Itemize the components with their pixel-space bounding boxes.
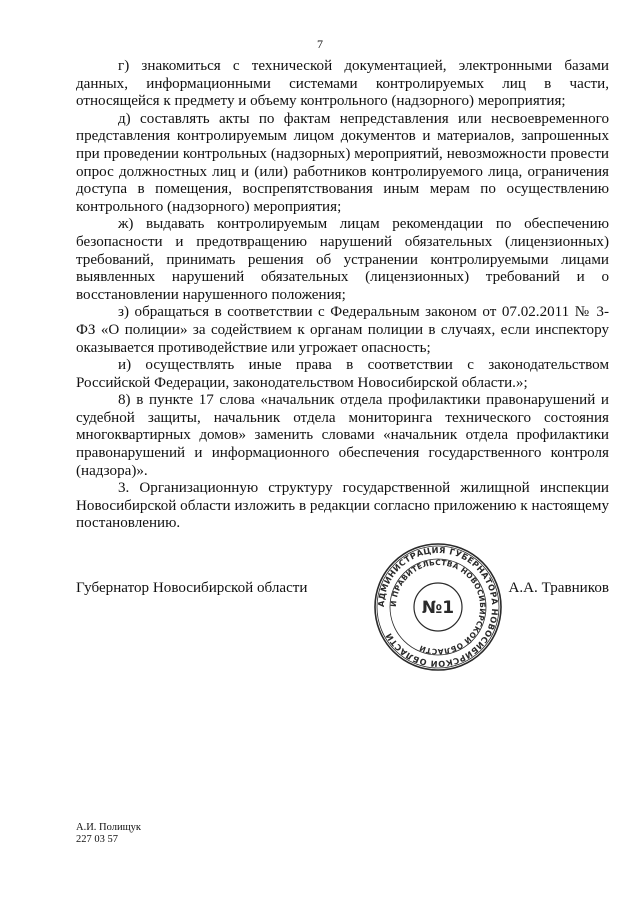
author-name: А.И. Полищук: [76, 822, 142, 833]
paragraph-z: з) обращаться в соответствии с Федеральным законом от 07.02.2011 № 3-ФЗ «О полиции» за содействием к органам полиции в случаях, если инспектору оказывается противодействие или угрожает опасность;: [76, 304, 609, 356]
document-body: [76, 58, 609, 533]
seal-number: №1: [421, 598, 455, 618]
document-footer: [76, 822, 141, 846]
signature-block: [76, 579, 609, 599]
seal-inner-text: И ПРАВИТЕЛЬСТВА НОВОСИБИРСКОЙ ОБЛАСТИ: [388, 557, 488, 657]
paragraph-zh: ж) выдавать контролируемым лицам рекомендации по обеспечению безопасности и предотвращению нарушений обязательных (лицензионных) требований, принимать решения об устранении контролируемыми лицами выявленных нарушений обязательных (лицензионных) требований и о восстановлении нарушенного положения;: [76, 216, 609, 303]
author-phone: 227 03 57: [76, 834, 118, 845]
seal-ring-text: АДМИНИСТРАЦИЯ ГУБЕРНАТОРА НОВОСИБИРСКОЙ ОБЛАСТИ: [375, 544, 501, 670]
official-seal: [372, 541, 504, 673]
seal-graphic: [372, 541, 504, 673]
paragraph-g: г) знакомиться с технической документацией, электронными базами данных, информационными системами контролируемых лиц в части, относящейся к предмету и объему контрольного (надзорного) мероприятия;: [76, 58, 609, 110]
paragraph-i: и) осуществлять иные права в соответствии с законодательством Российской Федерации, законодательством Новосибирской области.»;: [76, 357, 609, 391]
signatory-title: Губернатор Новосибирской области: [76, 580, 308, 596]
paragraph-item-3: 3. Организационную структуру государственной жилищной инспекции Новосибирской области изложить в редакции согласно приложению к настоящему постановлению.: [76, 480, 609, 532]
paragraph-item-8: 8) в пункте 17 слова «начальник отдела профилактики правонарушений и судебной защиты, начальник отдела мониторинга технического состояния многоквартирных домов» заменить словами «начальник отдела профилактики правонарушений и информационного обеспечения государственного контроля (надзора)».: [76, 392, 609, 479]
page-number: 7: [317, 37, 323, 51]
signatory-name: А.А. Травников: [508, 580, 609, 596]
paragraph-d: д) составлять акты по фактам непредставления или несвоевременного представления контролируемым лицом документов и материалов, запрошенных при проведении контрольных (надзорных) мероприятий, невозможности провести опрос должностных лиц и (или) работников контролируемого лица, ограничения доступа в помещения, воспрепятствования иным мерам по осуществлению контрольного (надзорного) мероприятия;: [76, 110, 609, 215]
